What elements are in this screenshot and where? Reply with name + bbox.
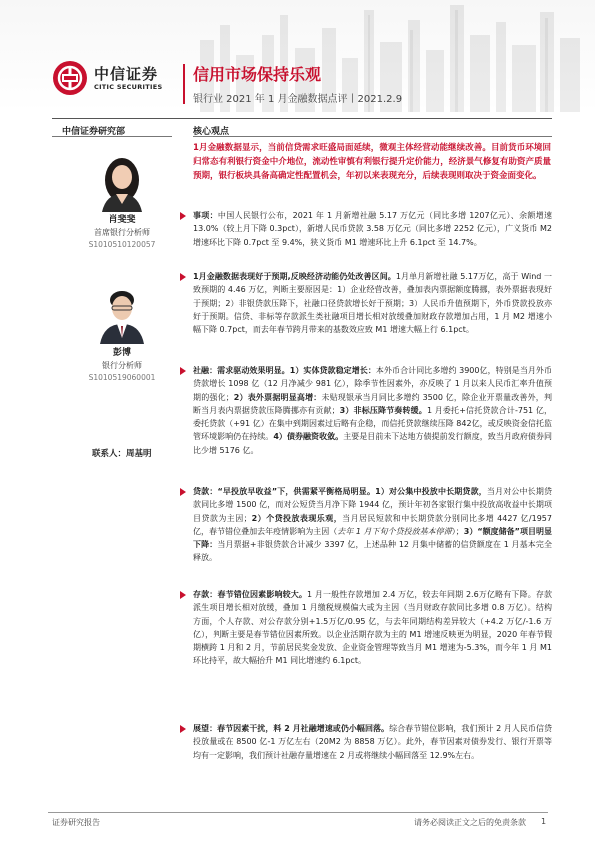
analyst-photo bbox=[96, 150, 148, 212]
bullet-marker bbox=[180, 212, 186, 220]
section-heading-text: 3）非标压降节奏转缓。 bbox=[339, 405, 427, 415]
citic-emblem-icon bbox=[52, 60, 88, 96]
analyst-code: S1010519060001 bbox=[88, 373, 156, 382]
section-deposits bbox=[180, 588, 552, 668]
section-heading-text: 贷款：“早投放早收益”下，供需紧平衡格局明显。1）对公集中投放中长期贷款， bbox=[193, 487, 487, 496]
section-text: 1 月一般性存款增加 2.4 万亿，较去年同期 2.6万亿略有下降。存款派生项目增长相对放缓，叠加 1 月缴税规模偏大或为主因（当月财政存款同比多增 0.8 万亿）。结构方面，个人存款、对公存款分别+1.5万亿/0.95 亿，与去年同期结构差异较大（+4.2 万亿/-1.6 万亿），判断主要是春节错位因素所致。以企业活期存款为主的 M1 增速反映更为明显，2020 年春节假期横跨 1 月和 2 月，节前居民奖金发放、企业资金管理等致当月 M1 增速为-5.3%，而今年 1 月 M1 环比持平，故大幅抬升 M1 同比增速约 6.1pct。 bbox=[193, 590, 552, 666]
section-text: 1月单月新增社融 5.17万亿，高于 Wind 一致预期的 4.46 万亿，判断主要原因是：1）企业经营改善，叠加表内票据额度腾挪，表外票据表现好于预期；2）非银贷款压降下，社融口径贷款增长好于预期；3）人民币升值预期下，外币贷款投放亦好于预期。信贷、非标等存款派生类社融项目增长相对放缓叠加财政存款增加占用，1 月 M2 增速小幅下降 0.7pct，而去年春节跨月带来的基数效应致 M1 增速大幅上行 6.1pct。 bbox=[193, 272, 552, 335]
section-text: 去年 1 月下旬个贷投放基本停滞 bbox=[337, 526, 452, 536]
analyst-name: 彭博 bbox=[112, 348, 131, 358]
section-text: 当月居民短款和中长期贷款分别同比多增 4427 亿/1957 亿，春节错位叠加去年疫情影响为主因（ bbox=[193, 513, 552, 536]
institute-label: 中信证券研究部 bbox=[62, 127, 126, 137]
analyst-card bbox=[62, 214, 182, 250]
analyst-name: 肖斐斐 bbox=[108, 215, 136, 225]
bullet-marker bbox=[180, 488, 186, 496]
section-heading-text: 展望：春节因素干扰，料 2 月社融增速或仍小幅回落。 bbox=[193, 724, 390, 733]
analyst-code: S1010510120057 bbox=[88, 240, 156, 249]
footer-rule bbox=[48, 812, 548, 813]
footer-disclaimer: 请务必阅读正文之后的免责条款 bbox=[414, 818, 526, 827]
page-number: 1 bbox=[541, 817, 547, 826]
section-text: 主要是目前未下达地方债提前发行额度，致当月政府债券同比少增 5176 亿。 bbox=[193, 432, 552, 455]
citic-logo bbox=[52, 60, 162, 96]
bullet-marker bbox=[180, 725, 186, 733]
section-overview bbox=[180, 270, 552, 336]
analyst-card bbox=[62, 347, 182, 383]
bullet-marker bbox=[180, 591, 186, 599]
report-subtitle: 银行业 2021 年 1 月金融数据点评丨2021.2.9 bbox=[193, 94, 403, 105]
section-text: 当月票据+非银贷款合计减少 3397 亿，上述品种 12 月集中储蓄的信贷额度在 1 月基本完全释放。 bbox=[193, 540, 553, 563]
analyst-title: 银行分析师 bbox=[102, 361, 142, 370]
title-accent-bar bbox=[183, 64, 185, 104]
section-text: 当月对公中长期贷款同比多增 1500 亿，而对公短贷当月净下降 1944 亿，预计年初各家银行集中投放高收益中长期项目贷款为主因； bbox=[193, 487, 552, 523]
section-loans bbox=[180, 485, 552, 565]
section-heading-text: 2）个贷投放表现乐观， bbox=[251, 513, 343, 523]
bullet-marker bbox=[180, 273, 186, 281]
bullet-marker bbox=[180, 367, 186, 375]
core-head-rule bbox=[193, 136, 552, 137]
analyst-title: 首席银行分析师 bbox=[94, 228, 150, 237]
section-text: 本外币合计同比多增约 3900亿，特别是当月外币贷款增长 1098 亿（12 月净减少 981 亿），除季节性因素外，亦反映了 1 月以来人民币汇率升值预期的强化； bbox=[193, 366, 552, 402]
section-text: 综合春节错位影响，我们预计 2 月人民币信贷投放量或在 8500 亿-1 万亿左右（20M2 为 8858 万亿）。此外，春节因素对债券发行、银行开票等均有一定影响，我们预计社融存量增速在 2 月或将继续小幅回落至 12.9%左右。 bbox=[193, 724, 552, 760]
section-heading-text: 4）债券融资收敛。 bbox=[273, 432, 344, 442]
section-heading-text: 3）“额度储备”项目明显下降： bbox=[193, 526, 553, 550]
section-heading-text: 2）表外票据明显高增： bbox=[233, 392, 322, 402]
contact-person: 联系人：周基明 bbox=[92, 449, 152, 459]
core-heading: 核心观点 bbox=[193, 127, 230, 137]
brand-name-en: CITIC SECURITIES bbox=[94, 83, 163, 91]
section-heading-text: 1月金融数据表现好于预期,反映经济动能仍处改善区间。 bbox=[193, 272, 396, 281]
section-text: 1 月委托+信托贷款合计-751 亿，委托贷款（+91 亿）在集中到期因素过后略有企稳，而信托贷款继续压降 842亿，或反映资金信托监管环境影响仍在持续。 bbox=[193, 405, 552, 442]
section-heading-text: 存款：春节错位因素影响较大。 bbox=[193, 590, 308, 599]
section-event bbox=[180, 209, 552, 249]
section-text: 未贴现银承当月同比多增约 3500 亿，除企业开票量改善外，判断当月表内票据贷款压降腾挪亦有贡献； bbox=[193, 392, 552, 415]
section-social-financing bbox=[180, 364, 552, 457]
report-title: 信用市场保持乐观 bbox=[193, 65, 322, 84]
analyst-photo bbox=[96, 282, 148, 344]
core-summary: 1月金融数据显示，当前信贷需求旺盛局面延续，微观主体经营动能继续改善。目前货币环境回归常态有利银行资金中介地位，流动性审慎有利银行提升定价能力，经济景气修复有助资产质量预期，银行板块具备高确定性配置机会，年初以来表现充分，后续表现则取决于资金面变化。 bbox=[193, 143, 551, 182]
header-rule bbox=[52, 118, 552, 119]
brand-name-cn: 中信证券 bbox=[94, 65, 159, 83]
footer-left: 证券研究报告 bbox=[52, 818, 100, 827]
section-text: 中国人民银行公布，2021 年 1 月新增社融 5.17 万亿元（同比多增 1207亿元）、余额增速 13.0%（较上月下降 0.3pct），新增人民币贷款 3.58 万亿元（同比多增 2252 亿元），广义货币 M2 增速环比下降 0.7pct 至 9.4%，狭义货币 M1 增速环比上升 6.1pct 至 14.7%。 bbox=[193, 211, 552, 247]
section-outlook bbox=[180, 722, 552, 762]
section-heading-text: 事项： bbox=[193, 211, 218, 220]
section-heading-text: 社融：需求驱动效果明显。1）实体贷款稳定增长： bbox=[193, 366, 376, 375]
section-text: ）； bbox=[451, 526, 464, 536]
